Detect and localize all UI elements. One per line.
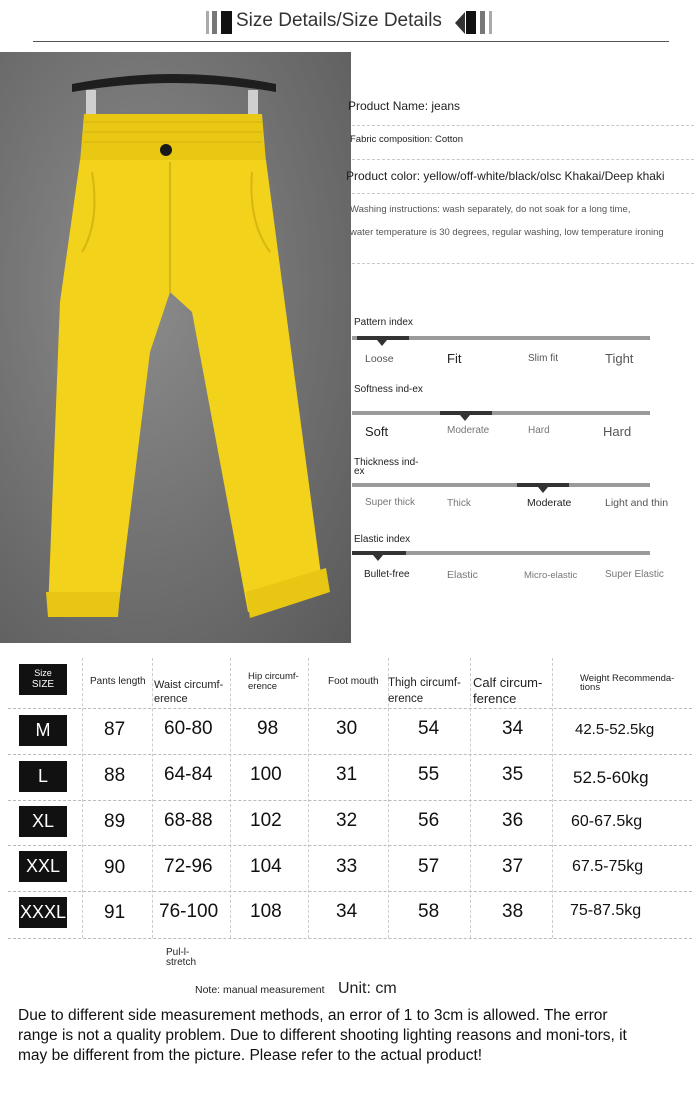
column-header-thigh: Thigh circumf-erence	[388, 677, 461, 705]
table-row-divider-3	[8, 845, 692, 846]
softness-index-label: Softness ind-ex	[354, 384, 423, 395]
pattern-option-slim-fit: Slim fit	[528, 353, 558, 364]
washing-instructions-1: Washing instructions: wash separately, do not soak for a long time,	[350, 204, 631, 215]
softness-option-soft: Soft	[365, 424, 389, 439]
product-color: Product color: yellow/off-white/black/olsc Khakai/Deep khaki	[346, 169, 665, 183]
thigh-l: 55	[418, 764, 440, 785]
weight-xxl: 67.5-75kg	[572, 858, 644, 875]
thickness-option-super-thick: Super thick	[365, 497, 416, 508]
thickness-index-label: Thickness ind-ex	[354, 457, 419, 477]
table-col-divider-6	[470, 658, 471, 938]
size-cell-xxl: XXL	[19, 851, 67, 882]
hip-xxxl: 108	[250, 901, 282, 922]
pattern-option-loose: Loose	[365, 353, 394, 365]
thickness-option-thick: Thick	[447, 498, 471, 509]
weight-xl: 60-67.5kg	[571, 813, 643, 830]
weight-xxxl: 75-87.5kg	[570, 902, 642, 919]
foot-mouth-l: 31	[336, 764, 358, 785]
column-header-calf: Calf circum-ference	[473, 675, 543, 706]
thigh-xl: 56	[418, 810, 440, 831]
thigh-m: 54	[418, 718, 440, 739]
page-title: Size Details/Size Details	[236, 10, 442, 31]
softness-index-pointer-icon	[460, 415, 470, 421]
calf-xxxl: 38	[502, 901, 524, 922]
header-bar-right-3	[489, 11, 492, 34]
thigh-xxxl: 58	[418, 901, 440, 922]
elastic-option-bullet-free: Bullet-free	[364, 569, 410, 580]
column-header-foot-mouth: Foot mouth	[328, 676, 379, 687]
size-cell-l: L	[19, 761, 67, 792]
softness-option-moderate: Moderate	[447, 425, 490, 436]
hip-m: 98	[257, 718, 279, 739]
size-cell-xl: XL	[19, 806, 67, 837]
foot-mouth-m: 30	[336, 718, 358, 739]
foot-mouth-xxxl: 34	[336, 901, 358, 922]
thickness-option-moderate: Moderate	[527, 497, 572, 509]
waist-xxl: 72-96	[164, 856, 213, 877]
table-bottom-divider	[8, 938, 692, 939]
info-divider-1	[352, 125, 694, 126]
size-header-box	[19, 664, 67, 695]
column-header-pants-length: Pants length	[90, 676, 146, 687]
hip-l: 100	[250, 764, 282, 785]
size-header-label-caps: SIZE	[31, 679, 55, 690]
size-cell-xxxl: XXXL	[19, 897, 67, 928]
column-header-hip: Hip circumf-erence	[248, 671, 299, 692]
table-col-divider-4	[308, 658, 309, 938]
foot-mouth-xl: 32	[336, 810, 358, 831]
table-row-divider-4	[8, 891, 692, 892]
disclaimer-text: Due to different side measurement methods, an error of 1 to 3cm is allowed. The error range is not a quality problem. Due to different shooting lighting reasons and moni-tors, it may be different from the picture. Please refer to the actual product!	[18, 1007, 627, 1064]
waist-m: 60-80	[164, 718, 213, 739]
pants-length-xl: 89	[104, 811, 126, 832]
hip-xxl: 104	[250, 856, 282, 877]
calf-l: 35	[502, 764, 524, 785]
yellow-pants-image	[0, 52, 351, 643]
pattern-option-tight: Tight	[605, 351, 634, 366]
product-photo	[0, 52, 351, 643]
pants-length-xxxl: 91	[104, 902, 126, 923]
elastic-index-label: Elastic index	[354, 534, 411, 545]
waist-xxxl: 76-100	[159, 901, 219, 922]
info-divider-3	[352, 193, 694, 194]
size-header-label: Size	[34, 668, 52, 678]
header-bar-left-1	[206, 11, 209, 34]
column-header-weight: Weight Recommenda-tions	[580, 673, 675, 693]
column-header-waist: Waist circumf-erence	[154, 679, 224, 705]
table-row-divider-2	[8, 800, 692, 801]
table-col-divider-2	[152, 658, 153, 938]
fabric-composition: Fabric composition: Cotton	[350, 134, 463, 145]
softness-option-hard-2: Hard	[603, 424, 632, 439]
weight-l: 52.5-60kg	[573, 768, 649, 787]
foot-mouth-xxl: 33	[336, 856, 358, 877]
pattern-index-pointer-icon	[377, 340, 387, 346]
thigh-xxl: 57	[418, 856, 440, 877]
washing-instructions-2: water temperature is 30 degrees, regular washing, low temperature ironing	[350, 227, 664, 238]
pattern-option-fit: Fit	[447, 351, 462, 366]
hip-xl: 102	[250, 810, 282, 831]
info-divider-4	[352, 263, 694, 264]
calf-m: 34	[502, 718, 524, 739]
softness-index-track	[352, 411, 650, 415]
header-divider	[33, 41, 669, 42]
info-divider-2	[352, 159, 694, 160]
thickness-index-track	[352, 483, 650, 487]
elastic-index-pointer-icon	[373, 555, 383, 561]
product-name: Product Name: jeans	[348, 99, 461, 113]
pants-length-m: 87	[104, 719, 126, 740]
softness-option-hard: Hard	[528, 425, 550, 436]
thickness-option-light-and-thin: Light and thin	[605, 497, 669, 509]
header-arrow-icon	[455, 12, 465, 34]
measurement-note: Note: manual measurement	[195, 984, 325, 996]
size-cell-m: M	[19, 715, 67, 746]
table-header-divider	[8, 708, 692, 709]
pants-length-xxl: 90	[104, 857, 126, 878]
header-bar-left-3	[221, 11, 232, 34]
unit-note: Unit: cm	[338, 980, 397, 997]
elastic-option-super-elastic: Super Elastic	[605, 569, 664, 580]
thickness-index-pointer-icon	[538, 487, 548, 493]
calf-xxl: 37	[502, 856, 524, 877]
header-bar-right-2	[480, 11, 485, 34]
header-bar-right-1	[466, 11, 476, 34]
table-row-divider-1	[8, 754, 692, 755]
waist-l: 64-84	[164, 764, 213, 785]
weight-m: 42.5-52.5kg	[575, 721, 655, 738]
waist-xl: 68-88	[164, 810, 213, 831]
calf-xl: 36	[502, 810, 524, 831]
table-col-divider-3	[230, 658, 231, 938]
pattern-index-label: Pattern index	[354, 317, 413, 328]
table-col-divider-1	[82, 658, 83, 938]
waist-stretch-note: Pul-l-stretch	[166, 947, 197, 968]
elastic-option-elastic: Elastic	[447, 569, 478, 581]
header-bar-left-2	[212, 11, 217, 34]
pants-length-l: 88	[104, 765, 126, 786]
elastic-option-micro-elastic: Micro-elastic	[524, 570, 578, 581]
